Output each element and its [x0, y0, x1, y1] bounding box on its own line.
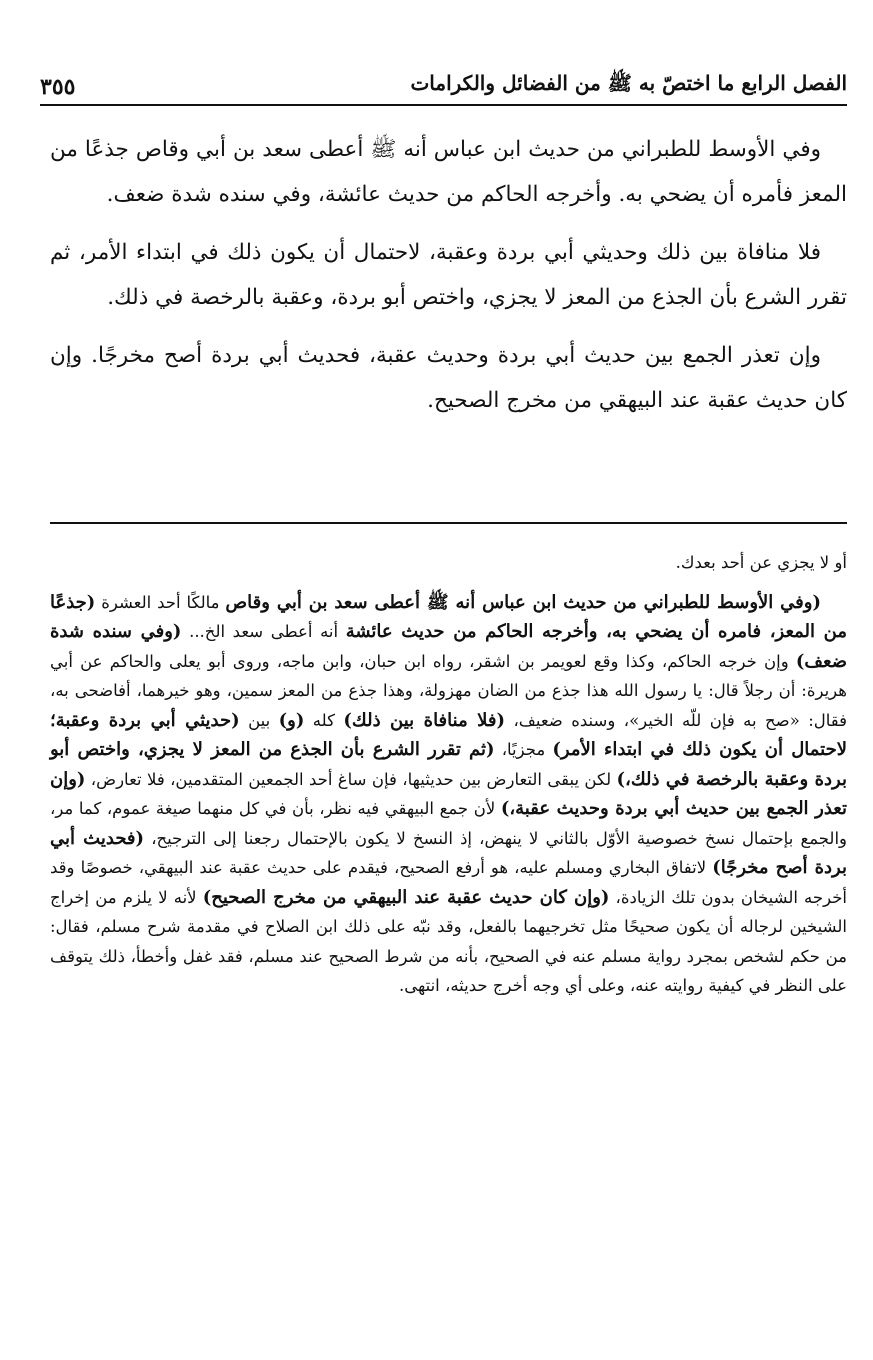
quoted-main-text: (وفي سنده شدة ضعف)	[50, 621, 847, 672]
page-header	[40, 56, 847, 106]
commentary-text: مالكًا أحد العشرة	[95, 592, 226, 612]
quoted-main-text: (وإن كان حديث عقبة عند البيهقي من مخرج الصحيح)	[202, 886, 610, 908]
commentary-text: لأن جمع البيهقي فيه نظر، بأن في كل منهما صيغة عموم، كما مر، والجمع بإحتمال نسخ خصوصية الأوّل بالثاني لا ينهض، إذ النسخ لا يكون بالإحتمال رجعنا إلى الترجيح،	[50, 799, 847, 848]
page-number: ٣٥٥	[40, 74, 76, 100]
quoted-main-text: (فحديث أبي بردة أصح مخرجًا)	[50, 827, 847, 878]
commentary-text: وإن خرجه الحاكم، وكذا وقع لعويمر بن اشقر، رواه ابن حبان، وابن ماجه، وروى أبو يعلى والحاكم عن أبي هريرة: أن رجلاً قال: يا رسول الله هذا جذع من الضان مهزولة، وهذا جذع من المعز سمين، وهو خيرهما، أفاضحى به، فقال: «صح به فإن للّه الخير»، وسنده ضعيف،	[50, 651, 848, 730]
commentary-text: كله	[304, 710, 344, 730]
quoted-main-text: (ثم تقرر الشرع بأن الجذع من المعز لا يجزي، واختص أبو بردة وعقبة بالرخصة في ذلك،)	[50, 739, 847, 790]
footnote-line: أو لا يجزي عن أحد بعدك.	[675, 553, 847, 572]
quoted-main-text: (حديثي أبي بردة وعقبة؛ لاحتمال أن يكون ذلك في ابتداء الأمر)	[50, 709, 847, 760]
commentary-text: مجزيًا،	[494, 740, 553, 759]
footnotes	[50, 548, 847, 1011]
main-paragraph: وفي الأوسط للطبراني من حديث ابن عباس أنه ﷺ أعطى سعد بن أبي وقاص جذعًا من المعز فأمره أن يضحي به. وأخرجه الحاكم من حديث عائشة، وفي سنده شدة ضعف.	[50, 137, 847, 207]
quoted-main-text: (جذعًا من المعز، فامره أن يضحي به، وأخرجه الحاكم من حديث عائشة	[50, 591, 847, 642]
main-paragraph: فلا منافاة بين ذلك وحديثي أبي بردة وعقبة، لاحتمال أن يكون ذلك في ابتداء الأمر، ثم تقرر الشرع بأن الجذع من المعز لا يجزي، واختص أبو بردة، وعقبة بالرخصة في ذلك.	[50, 240, 847, 310]
commentary-paragraph	[50, 588, 847, 1001]
commentary-text: بين	[239, 710, 279, 730]
quoted-main-text: (وإن تعذر الجمع بين حديث أبي بردة وحديث عقبة،)	[50, 768, 847, 819]
quoted-main-text: (وفي الأوسط للطبراني من حديث ابن عباس أنه ﷺ أعطى سعد بن أبي وقاص	[225, 591, 821, 613]
commentary-text: لكن يبقى التعارض بين حديثيها، فإن ساغ أحد الجمعين المتقدمين، فلا تعارض،	[85, 769, 617, 789]
quoted-main-text: (فلا منافاة بين ذلك)	[343, 709, 506, 731]
main-text	[50, 127, 847, 436]
quoted-main-text: (و)	[278, 709, 305, 731]
main-paragraph: وإن تعذر الجمع بين حديث أبي بردة وحديث عقبة، فحديث أبي بردة أصح مخرجًا. وإن كان حديث عقبة عند البيهقي من مخرج الصحيح.	[50, 343, 847, 413]
footnote-separator	[50, 522, 847, 524]
commentary-text: أنه أعطى سعد الخ...	[181, 622, 346, 641]
chapter-title: الفصل الرابع ما اختصّ به ﷺ من الفضائل والكرامات	[410, 71, 847, 95]
commentary-text: لاتفاق البخاري ومسلم عليه، هو أرفع الصحيح، فيقدم على حديث عقبة عند البيهقي، خصوصًا وقد أخرجه الشيخان بدون تلك الزيادة،	[50, 858, 847, 907]
commentary-text: لأنه لا يلزم من إخراج الشيخين لرجاله أن يكون صحيحًا مثل تخرجيهما بالفعل، وقد نبّه على ذلك ابن الصلاح في مقدمة شرح مسلم، فقال: من حكم لشخص بمجرد رواية مسلم عنه في الصحيح، بأنه من شرط الصحيح عند مسلم، فقد غفل وأخطأ، ذلك يتوقف على النظر في كيفية روايته عنه، وعلى أي وجه أخرج حديثه، انتهى.	[50, 887, 847, 995]
